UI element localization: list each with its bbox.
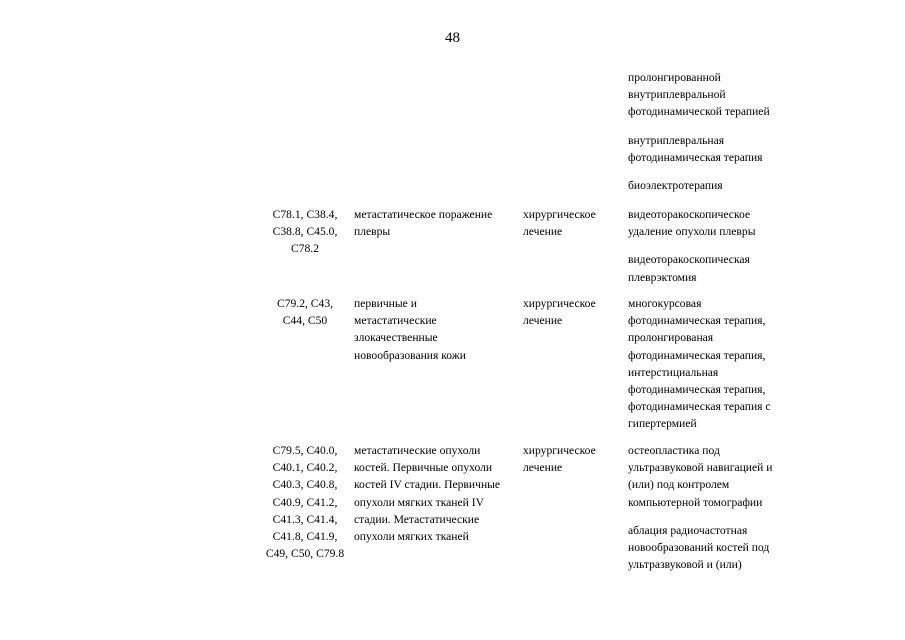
treatment-type-cell: хирургическое лечение xyxy=(523,208,596,239)
method-item: видеоторакоскопическая плеврэктомия xyxy=(628,253,750,284)
method-item: пролонгированной внутриплевральной фотодинамической терапией xyxy=(628,71,770,119)
codes-cell: C79.2, C43, C44, C50 xyxy=(276,297,334,328)
methods-cell xyxy=(628,442,798,573)
codes-cell: C79.5, C40.0, C40.1, C40.2, C40.3, C40.8, C40.9, C41.2, C41.3, C41.4, C41.8, C41.9, C49, C50, C79.8 xyxy=(265,444,345,561)
methods-cell xyxy=(628,295,798,433)
diagnosis-cell: метастатическое поражение плевры xyxy=(354,208,493,239)
page-number: 48 xyxy=(445,30,460,46)
treatment-type-cell: хирургическое лечение xyxy=(523,444,596,475)
treatment-type-cell: хирургическое лечение xyxy=(523,297,596,328)
methods-cell xyxy=(628,206,798,286)
method-item: многокурсовая фотодинамическая терапия, пролонгированая фотодинамическая терапия, интерстициальная фотодинамическая терапия, фотодинамическая терапия с гипертермией xyxy=(628,297,771,431)
method-item: остеопластика под ультразвуковой навигацией и (или) под контролем компьютерной томографии xyxy=(628,444,773,509)
method-item: биоэлектротерапия xyxy=(628,179,723,193)
continued-methods-cell xyxy=(628,69,798,194)
method-item: видеоторакоскопическое удаление опухоли плевры xyxy=(628,208,756,239)
codes-cell: C78.1, C38.4, C38.8, C45.0, C78.2 xyxy=(272,208,338,256)
diagnosis-cell: первичные и метастатические злокачественные новообразования кожи xyxy=(354,297,467,362)
method-item: внутриплевральная фотодинамическая терапия xyxy=(628,133,763,164)
method-item: аблация радиочастотная новообразований костей под ультразвуковой и (или) xyxy=(628,523,770,572)
diagnosis-cell: метастатические опухоли костей. Первичные опухоли костей IV стадии. Первичные опухоли мягких тканей IV стадии. Метастатические опухоли мягких тканей xyxy=(354,444,501,544)
